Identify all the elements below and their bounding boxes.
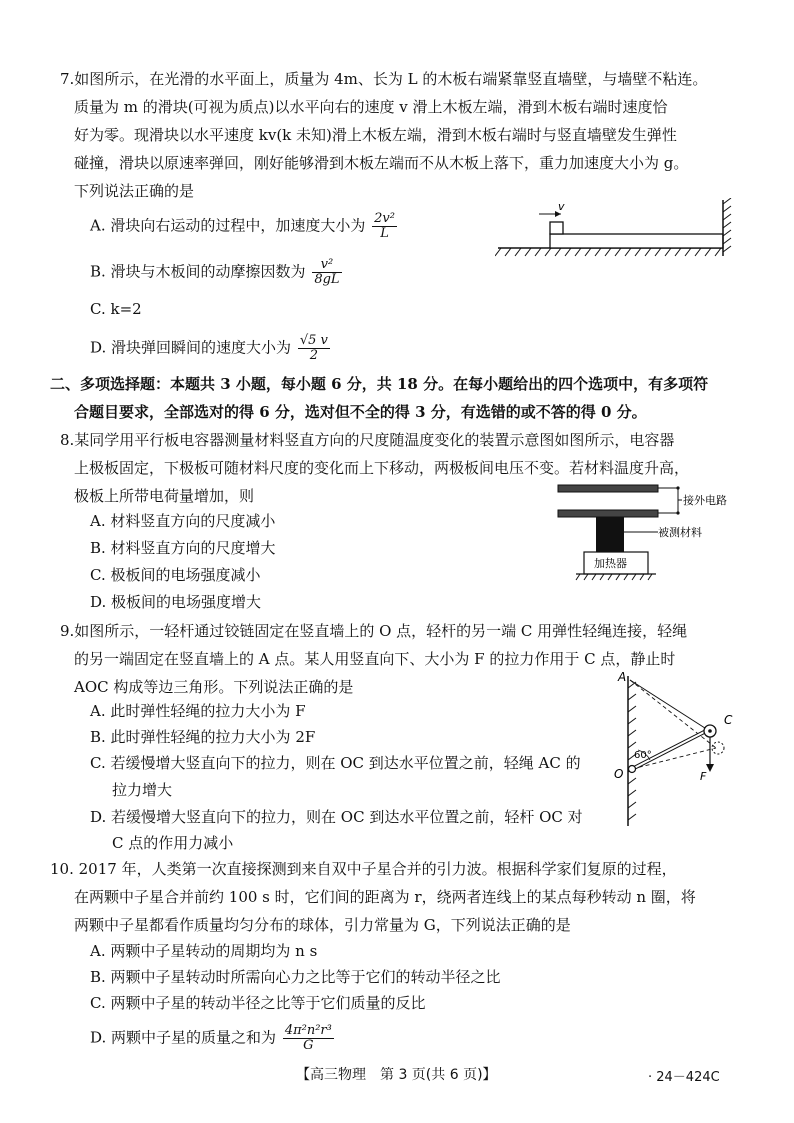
slider-block [550,222,563,234]
q7-option-b [90,258,342,287]
q8-line2: 上极板固定，下极板可随材料尺度的变化而上下移动，两极板间电压不变。若材料温度升高， [74,459,690,477]
q8-line1: 8.某同学用平行板电容器测量材料竖直方向的尺度随温度变化的装置示意图如图所示，电容器 [60,431,675,449]
q10-option-d [90,1024,334,1053]
circuit-label: 接外电路 [683,494,727,507]
board [550,234,723,248]
q10-option-b: B. 两颗中子星转动时所需向心力之比等于它们的转动半径之比 [90,968,501,986]
q8-option-a: A. 材料竖直方向的尺度减小 [90,512,276,530]
fraction-denominator: 8gL [314,272,340,287]
heater-label: 加热器 [594,557,627,570]
q9-line3: AOC 构成等边三角形。下列说法正确的是 [74,678,354,696]
q9-option-b: B. 此时弹性轻绳的拉力大小为 2F [90,728,316,746]
q8-option-b: B. 材料竖直方向的尺度增大 [90,539,276,557]
q10-option-d-fraction [283,1024,334,1053]
velocity-label: v [558,200,565,213]
lower-plate [558,510,658,517]
q9-option-c-line2: 拉力增大 [112,781,173,799]
fraction-denominator: L [380,226,389,241]
q7-option-c: C. k=2 [90,300,142,318]
fraction-numerator: 4π²n²r³ [284,1023,332,1038]
tested-material [596,517,624,552]
rope-ac-dashed [630,680,716,748]
q10-line3: 两颗中子星都看作质量均匀分布的球体，引力常量为 G，下列说法正确的是 [74,916,571,934]
q10-line1: 10. 2017 年，人类第一次直接探测到来自双中子星合并的引力波。根据科学家们复原的过程， [50,860,677,878]
pulley-c-dashed [712,742,724,754]
q9-line2: 的另一端固定在竖直墙上的 A 点。某人用竖直向下、大小为 F 的拉力作用于 C 点，静止时 [74,650,676,668]
fraction-denominator: 2 [309,348,318,363]
q7-line3: 好为零。现滑块以水平速度 kv(k 未知)滑上木板左端，滑到木板右端时与竖直墙壁发生弹性 [74,126,677,144]
q8-line3: 极板上所带电荷量增加，则 [74,487,255,505]
q10-option-d-text: D. 两颗中子星的质量之和为 [90,1028,277,1047]
q7-line1: 7.如图所示，在光滑的水平面上，质量为 4m、长为 L 的木板右端紧靠竖直墙壁，与墙壁不粘连。 [60,70,708,88]
q10-option-a: A. 两颗中子星转动的周期均为 n s [90,942,318,960]
q7-option-a [90,212,397,241]
angle-label: 60° [634,750,652,761]
upper-plate [558,485,658,492]
point-a-label: A [618,670,627,684]
q7-option-d-text: D. 滑块弹回瞬间的速度大小为 [90,338,292,357]
fraction-numerator: 2v² [374,211,395,226]
q7-option-d [90,334,330,363]
q8-option-d: D. 极板间的电场强度增大 [90,593,262,611]
q7-option-b-text: B. 滑块与木板间的动摩擦因数为 [90,262,306,281]
rope-ac [630,680,708,730]
q7-line4: 碰撞，滑块以原速率弹回，刚好能够滑到木板左端而不从木板上落下，重力加速度大小为 g。 [74,154,689,172]
fraction-numerator: v² [312,258,341,273]
paper-code: · 24－424C [648,1070,720,1085]
point-o-label: O [614,767,624,781]
point-c-label: C [724,713,733,727]
force-f-label: F [700,770,707,783]
q7-option-a-text: A. 滑块向右运动的过程中，加速度大小为 [90,216,366,235]
q9-option-d-line1: D. 若缓慢增大竖直向下的拉力，则在 OC 到达水平位置之前，轻杆 OC 对 [90,808,583,826]
q7-option-b-fraction [312,258,341,287]
q7-line5: 下列说法正确的是 [74,182,195,200]
q9-option-d-line2: C 点的作用力减小 [112,834,234,852]
fraction-denominator: G [303,1038,314,1053]
hinge-o [629,766,636,773]
q7-option-d-fraction [298,334,330,363]
q9-figure [600,668,750,833]
q10-line2: 在两颗中子星合并前约 100 s 时，它们间的距离为 r，绕两者连线上的某点每秒转动 n 圈，将 [74,888,696,906]
q9-option-a: A. 此时弹性轻绳的拉力大小为 F [90,702,306,720]
q10-option-c: C. 两颗中子星的转动半径之比等于它们质量的反比 [90,994,426,1012]
q7-figure [495,198,740,268]
q9-option-c-line1: C. 若缓慢增大竖直向下的拉力，则在 OC 到达水平位置之前，轻绳 AC 的 [90,754,581,772]
section2-line1: 二、多项选择题：本题共 3 小题，每小题 6 分，共 18 分。在每小题给出的四个选项中，有多项符 [50,375,709,393]
fraction-numerator: √5 v [299,333,328,348]
page-footer: 【高三物理 第 3 页(共 6 页)】 [296,1067,497,1083]
q7-line2: 质量为 m 的滑块(可视为质点)以水平向右的速度 v 滑上木板左端，滑到木板右端时速度恰 [74,98,668,116]
material-label: 被测材料 [658,526,702,539]
q9-line1: 9.如图所示，一轻杆通过铰链固定在竖直墙上的 O 点，轻杆的另一端 C 用弹性轻绳连接，轻绳 [60,622,688,640]
q8-figure [550,480,750,588]
section2-line2: 合题目要求，全部选对的得 6 分，选对但不全的得 3 分，有选错的或不答的得 0 分。 [74,403,647,421]
q7-option-a-fraction [372,212,397,241]
q8-option-c: C. 极板间的电场强度减小 [90,566,261,584]
